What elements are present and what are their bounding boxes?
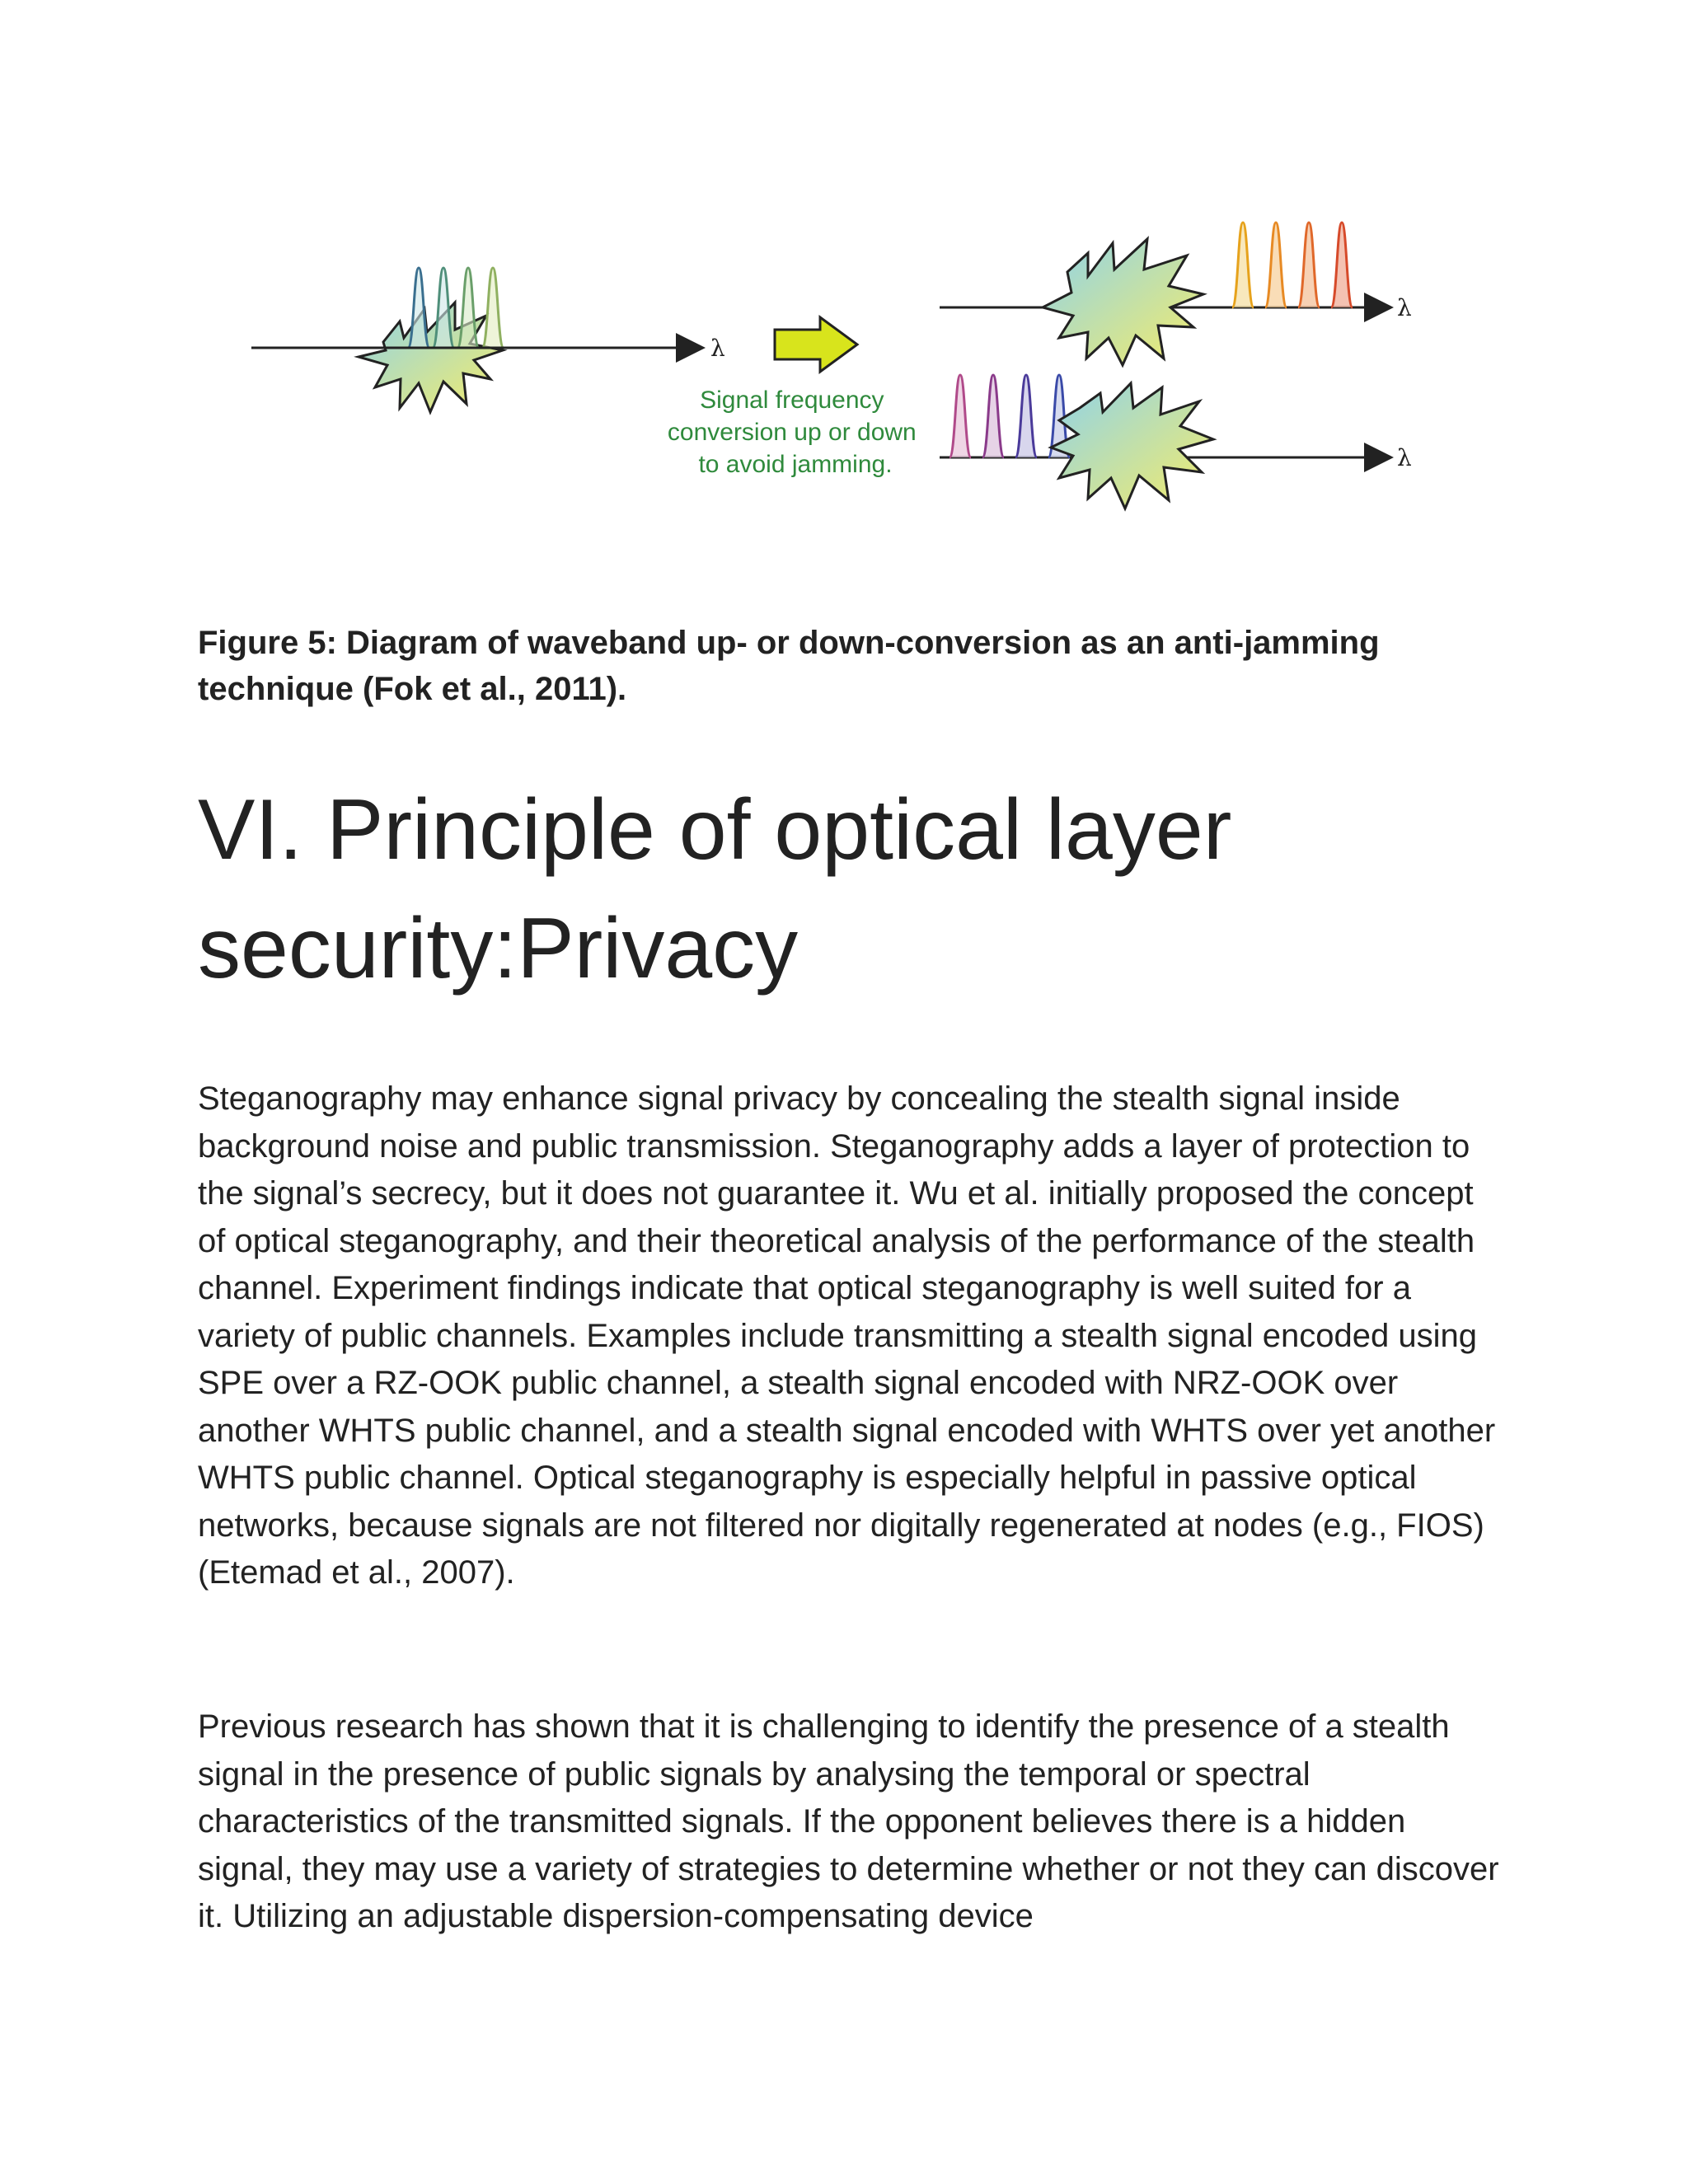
pulse [408,268,429,348]
waveband-conversion-figure [239,210,1442,523]
annotation-line: to avoid jamming. [698,451,893,478]
pulse [1331,223,1353,307]
pulse [482,268,504,348]
lambda-label-upper: λ [1397,294,1412,321]
signal-pulses-upper [1232,223,1353,307]
jamming-burst-upper [1043,239,1203,365]
up-converted-spectrum [940,223,1412,365]
pulse [1015,375,1037,457]
lambda-label-lower: λ [1397,444,1412,471]
annotation-line: conversion up or down [667,419,917,446]
lambda-label-left: λ [710,335,725,362]
figure-caption: Figure 5: Diagram of waveband up- or down-conversion as an anti-jamming technique (Fok et al., 2011). [198,625,1380,707]
pulse [1298,223,1320,307]
down-converted-spectrum [940,375,1412,509]
conversion-arrow [775,317,857,372]
jamming-burst-left [359,302,503,412]
pulse [1232,223,1254,307]
pulse [950,375,971,457]
annotation-line: Signal frequency [700,387,884,414]
pulse [457,268,479,348]
body-paragraph: Previous research has shown that it is challenging to identify the presence of a stealth signal in the presence of public signals by analysing the temporal or spectral characteristics of the transmitted signals. If the opponent believes there is a hidden signal, they may use a variety of strategies to determine whether or not they can discover it. Utilizing an adjustable dispersion-compensating device [198,1708,1499,1934]
conversion-annotation [668,387,923,478]
pulse [982,375,1004,457]
jamming-burst-lower [1051,383,1213,509]
signal-pulses-lower [950,375,1070,457]
body-paragraph: Steganography may enhance signal privacy by concealing the stealth signal inside background noise and public transmission. Steganography adds a layer of protection to the signal’s secrecy, but it does not guarantee it. Wu et al. initially proposed the concept of optical steganography, and their theoretical analysis of the performance of the stealth channel. Experiment findings indicate that optical steganography is well suited for a variety of public channels. Examples include transmitting a stealth signal encoded using SPE over a RZ-OOK public channel, a stealth signal encoded with NRZ-OOK over another WHTS public channel, and a stealth signal encoded with WHTS over yet another WHTS public channel. Optical steganography is especially helpful in passive optical networks, because signals are not filtered nor digitally regenerated at nodes (e.g., FIOS) (Etemad et al., 2007). [198,1080,1496,1591]
section-heading: VI. Principle of optical layer security:Privacy [198,782,1232,996]
input-spectrum [251,268,725,412]
pulse [1265,223,1287,307]
